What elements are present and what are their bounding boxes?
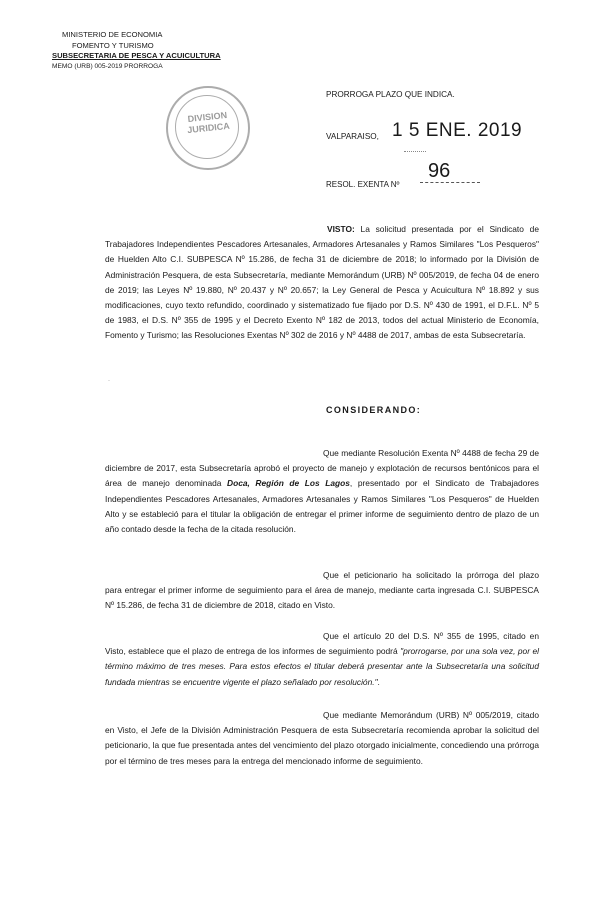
- division-stamp: [166, 86, 250, 170]
- margin-mark: ·: [108, 378, 110, 384]
- ministry-name: MINISTERIO DE ECONOMIA: [62, 30, 163, 39]
- resolution-label: RESOL. EXENTA Nº: [326, 180, 400, 189]
- p3-text-c: .: [377, 676, 380, 687]
- date-stamp: 1 5 ENE. 2019: [392, 120, 523, 141]
- considerando-heading: CONSIDERANDO:: [326, 405, 422, 415]
- resolution-underline: [420, 182, 480, 183]
- visto-section: [105, 222, 539, 344]
- considerando-paragraph-3: [105, 629, 539, 690]
- memo-reference: MEMO (URB) 005-2019 PRORROGA: [52, 62, 163, 70]
- visto-label: VISTO:: [327, 224, 355, 234]
- stamp-line-1: DIVISION: [187, 109, 228, 125]
- considerando-paragraph-1: [105, 446, 539, 537]
- document-subject: PRORROGA PLAZO QUE INDICA.: [326, 90, 455, 99]
- p1-text-c: , presentado por el Sindicato de Trabajadores Independientes Pescadores Artesanales, Armadores Artesanales y Ramos Similares "Los Pesqueros" de Huelden Alto y se estableció para el titular la obligación de entregar el primer informe de seguimiento dentro de plazo de un año contado desde la fecha de la citada resolución.: [105, 478, 539, 535]
- considerando-paragraph-2: [105, 568, 539, 614]
- visto-text: La solicitud presentada por el Sindicato de Trabajadores Independientes Pescadores Artesanales, Armadores Artesanales y Ramos Similares "Los Pesqueros" de Huelden Alto C.I. SUBPESCA Nº 15.286, de fecha 31 de diciembre de 2018; lo informado por la División de Administración Pesquera, de esta Subsecretaría, mediante Memorándum (URB) Nº 005/2019, de fecha 04 de enero de 2019; las Leyes Nº 19.880, Nº 20.437 y Nº 20.657; la Ley General de Pesca y Acuicultura Nº 18.892 y sus modificaciones, cuyo texto refundido, coordinado y sistematizado fue fijado por D.S. Nº 430 de 1991, el D.F.L. Nº 5 de 1983, el D.S. Nº 355 de 1995 y el Decreto Exento Nº 182 de 2013, todos del actual Ministerio de Economía, Fomento y Turismo; las Resoluciones Exentas Nº 302 de 2016 y Nº 4488 de 2017, ambas de esta Subsecretaría.: [105, 224, 539, 341]
- visto-paragraph: [105, 222, 539, 344]
- place-label: VALPARAISO,: [326, 132, 379, 141]
- stamp-line-2: JURIDICA: [186, 120, 231, 136]
- p4-text: Que mediante Memorándum (URB) Nº 005/2019, citado en Visto, el Jefe de la División Administración Pesquera de esta Subsecretaría recomienda aprobar la solicitud del peticionario, la que fue presentada antes del vencimiento del plazo otorgado inicialmente, concediendo una prórroga por el término de tres meses para la entrega del mencionado informe de seguimiento.: [105, 710, 539, 766]
- date-underline: [404, 151, 426, 152]
- p1-area-name: Doca, Región de Los Lagos: [227, 478, 350, 489]
- ministry-subtitle: FOMENTO Y TURISMO: [72, 40, 154, 50]
- considerando-paragraph-4: [105, 708, 539, 769]
- letterhead: [52, 30, 221, 72]
- p3-text-a: Que el artículo 20 del D.S. Nº 355 de 1995, citado en Visto, establece que el plazo de entrega de los informes de seguimiento podrá: [105, 631, 539, 657]
- p3-quote: "prorrogarse, por una sola vez, por el término máximo de tres meses. Para estos efectos el titular deberá presentar ante la Subsecretaría una solicitud fundada mientras se encuentre vigente el plazo señalado por resolución.": [105, 646, 539, 687]
- p2-text: Que el peticionario ha solicitado la prórroga del plazo para entregar el primer informe de seguimiento para el área de manejo, mediante carta ingresada C.I. SUBPESCA Nº 15.286, de fecha 31 de diciembre de 2018, citado en Visto.: [105, 570, 539, 611]
- undersecretariat-name: SUBSECRETARIA DE PESCA Y ACUICULTURA: [52, 51, 221, 61]
- resolution-number: 96: [428, 160, 451, 182]
- p1-text-a: Que mediante Resolución Exenta Nº 4488 de fecha 29 de diciembre de 2017, esta Subsecretaría aprobó el proyecto de manejo y explotación de recursos bentónicos para el área de manejo denominada: [105, 448, 539, 489]
